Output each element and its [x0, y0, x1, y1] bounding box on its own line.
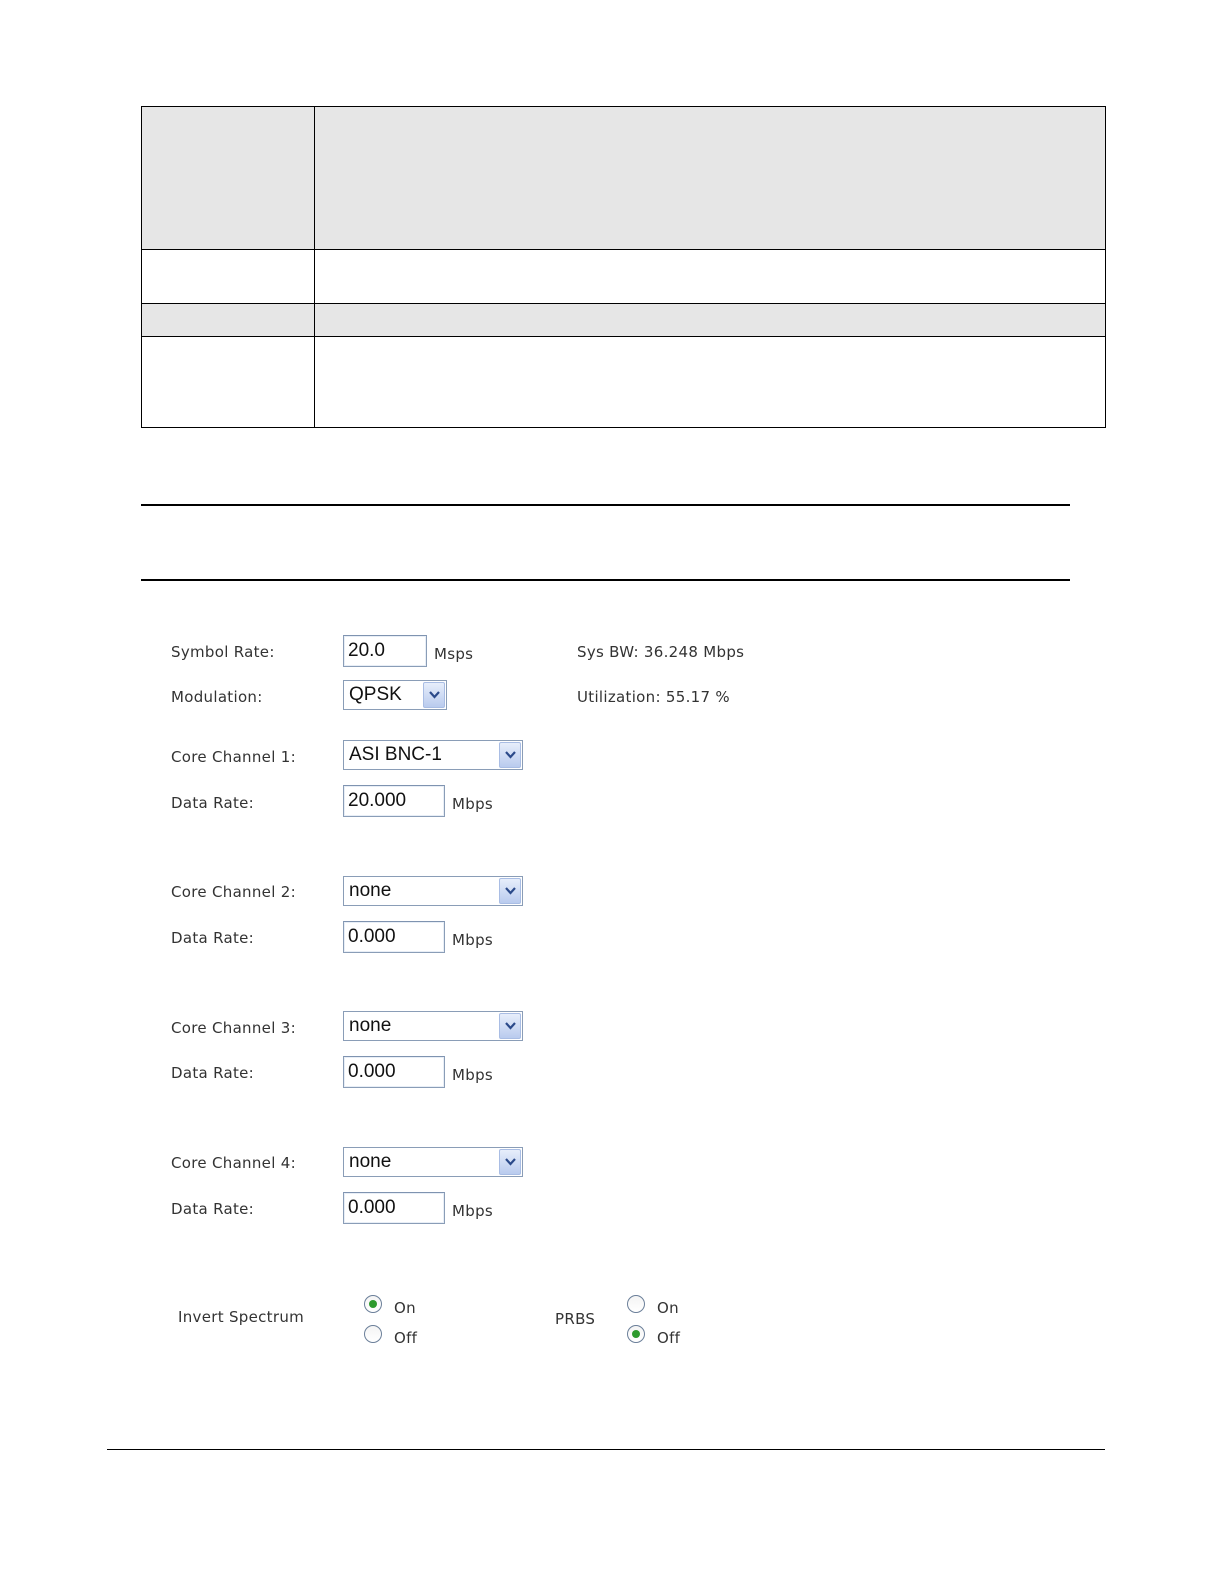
prbs-off-label: Off	[657, 1329, 681, 1347]
core-channel-4-value: none	[349, 1151, 392, 1172]
table-row	[142, 107, 1106, 250]
chevron-down-icon[interactable]	[499, 878, 521, 904]
invert-spectrum-on-radio[interactable]	[364, 1295, 382, 1313]
table-row	[142, 304, 1106, 337]
data-rate-3-unit: Mbps	[452, 1066, 493, 1084]
data-rate-4-label: Data Rate:	[171, 1200, 255, 1218]
core-channel-2-value: none	[349, 880, 392, 901]
data-rate-3-input[interactable]: 0.000	[343, 1056, 445, 1088]
symbol-rate-unit: Msps	[434, 645, 474, 663]
core-channel-4-select[interactable]	[343, 1147, 523, 1177]
data-rate-4-input[interactable]: 0.000	[343, 1192, 445, 1224]
core-channel-2-select[interactable]	[343, 876, 523, 906]
prbs-on-radio[interactable]	[627, 1295, 645, 1313]
table-cell	[315, 337, 1106, 428]
chevron-down-icon[interactable]	[499, 1149, 521, 1175]
data-rate-2-unit: Mbps	[452, 931, 493, 949]
chevron-down-icon[interactable]	[499, 742, 521, 768]
rule-bottom	[141, 579, 1070, 581]
core-channel-1-value: ASI BNC-1	[349, 744, 442, 765]
table-cell	[142, 107, 315, 250]
prbs-off-radio[interactable]	[627, 1325, 645, 1343]
core-channel-1-select[interactable]	[343, 740, 523, 770]
core-channel-2-label: Core Channel 2:	[171, 883, 296, 901]
core-channel-3-value: none	[349, 1015, 392, 1036]
top-table	[141, 106, 1106, 428]
data-rate-2-input[interactable]: 0.000	[343, 921, 445, 953]
core-channel-4-label: Core Channel 4:	[171, 1154, 296, 1172]
data-rate-3-label: Data Rate:	[171, 1064, 255, 1082]
table-row	[142, 250, 1106, 304]
table-cell	[142, 304, 315, 337]
symbol-rate-input[interactable]: 20.0	[343, 635, 427, 667]
chevron-down-icon[interactable]	[499, 1013, 521, 1039]
symbol-rate-label: Symbol Rate:	[171, 643, 275, 661]
prbs-label: PRBS	[555, 1310, 596, 1328]
table-cell	[142, 337, 315, 428]
chevron-down-icon[interactable]	[423, 682, 445, 708]
prbs-on-label: On	[657, 1299, 679, 1317]
invert-spectrum-label: Invert Spectrum	[178, 1308, 305, 1326]
data-rate-4-unit: Mbps	[452, 1202, 493, 1220]
data-rate-1-unit: Mbps	[452, 795, 493, 813]
table-cell	[142, 250, 315, 304]
core-channel-1-label: Core Channel 1:	[171, 748, 296, 766]
invert-spectrum-off-radio[interactable]	[364, 1325, 382, 1343]
modulation-label: Modulation:	[171, 688, 263, 706]
utilization-readout: Utilization: 55.17 %	[577, 688, 730, 706]
data-rate-1-label: Data Rate:	[171, 794, 255, 812]
table-cell	[315, 107, 1106, 250]
invert-spectrum-off-label: Off	[394, 1329, 418, 1347]
footer-rule	[107, 1449, 1105, 1450]
invert-spectrum-on-label: On	[394, 1299, 416, 1317]
data-rate-1-input[interactable]: 20.000	[343, 785, 445, 817]
core-channel-3-select[interactable]	[343, 1011, 523, 1041]
data-rate-2-label: Data Rate:	[171, 929, 255, 947]
table-cell	[315, 250, 1106, 304]
rule-top	[141, 504, 1070, 506]
modulation-select[interactable]	[343, 680, 447, 710]
table-cell	[315, 304, 1106, 337]
modulation-value: QPSK	[349, 684, 402, 705]
table-row	[142, 337, 1106, 428]
core-channel-3-label: Core Channel 3:	[171, 1019, 296, 1037]
sys-bw-readout: Sys BW: 36.248 Mbps	[577, 643, 745, 661]
